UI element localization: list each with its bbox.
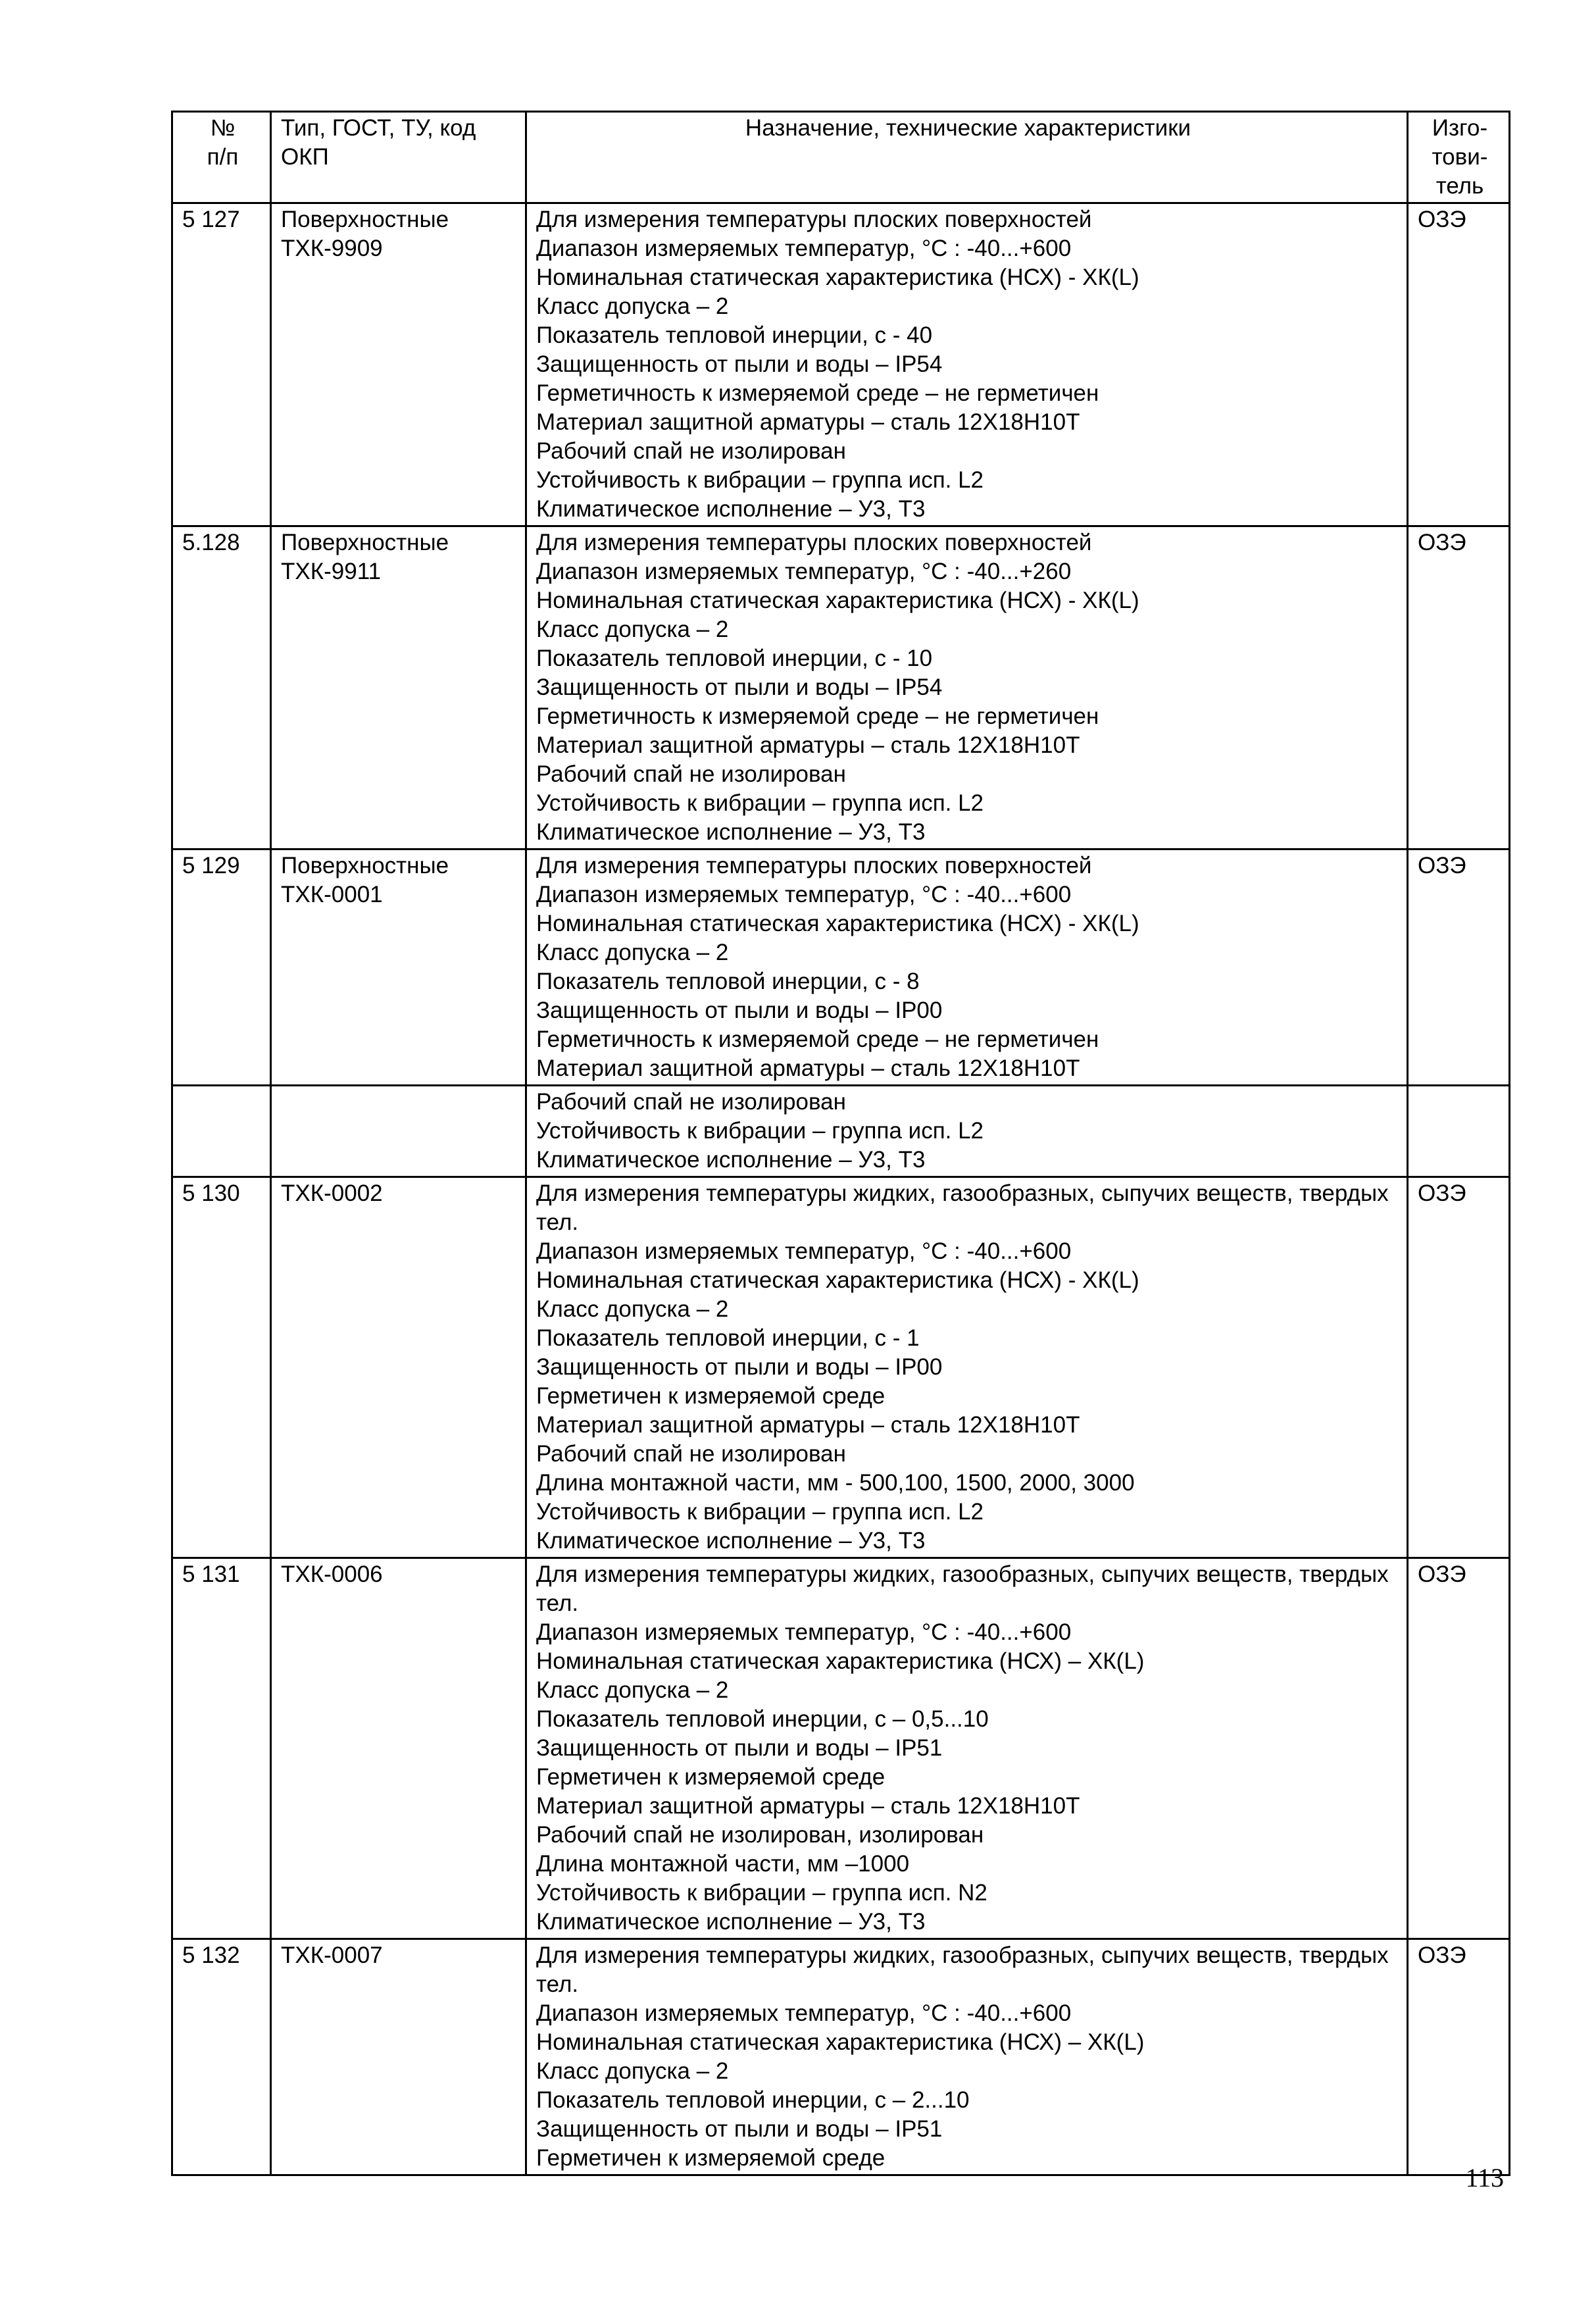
description-line: Материал защитной арматуры – сталь 12Х18Н10Т [536,1793,1080,1819]
description-line: Материал защитной арматуры – сталь 12Х18Н10Т [536,732,1080,758]
row-description [526,1177,1408,1558]
description-line: Рабочий спай не изолирован [536,1441,846,1467]
header-description [526,112,1408,203]
description-line: Рабочий спай не изолирован, изолирован [536,1822,984,1848]
description-line: Длина монтажной части, мм - 500,100, 1500, 2000, 3000 [536,1470,1135,1496]
description-line: Материал защитной арматуры – сталь 12Х18Н10Т [536,1412,1080,1438]
row-description [526,1086,1408,1177]
description-line: Номинальная статическая характеристика (НСХ) – ХК(L) [536,2029,1145,2055]
description-line: Показатель тепловой инерции, с - 10 [536,646,933,671]
type-line: ТХК-0006 [281,1561,383,1587]
description-line: Длина монтажной части, мм –1000 [536,1851,910,1877]
header-type-line: ОКП [281,144,329,170]
row-type [271,1939,526,2175]
header-description-text: Назначение, технические характеристики [745,115,1191,141]
description-line: Герметичность к измеряемой среде – не герметичен [536,1027,1099,1052]
description-line: Номинальная статическая характеристика (НСХ) - ХК(L) [536,588,1139,613]
description-line: Диапазон измеряемых температур, °С : -40...+600 [536,236,1072,261]
type-line: ТХК-9911 [281,559,382,584]
description-line: Устойчивость к вибрации – группа исп. N2 [536,1880,987,1906]
description-line: Показатель тепловой инерции, с – 0,5...10 [536,1706,989,1732]
type-line: Поверхностные [281,853,449,878]
row-type [271,203,526,526]
row-manufacturer: ОЗЭ [1408,1558,1510,1939]
description-line: Класс допуска – 2 [536,1296,729,1322]
row-manufacturer: ОЗЭ [1408,1939,1510,2175]
description-line: Климатическое исполнение – У3, Т3 [536,1147,926,1173]
description-line: Устойчивость к вибрации – группа исп. L2 [536,1118,984,1144]
header-number-line: № [210,115,236,141]
header-type-line: Тип, ГОСТ, ТУ, код [281,115,476,141]
row-manufacturer: ОЗЭ [1408,1177,1510,1558]
row-description [526,526,1408,849]
description-line: Климатическое исполнение – У3, Т3 [536,819,926,845]
row-number: 5 131 [172,1558,271,1939]
description-line: Климатическое исполнение – У3, Т3 [536,1909,926,1935]
row-number: 5 132 [172,1939,271,2175]
description-line: Диапазон измеряемых температур, °С : -40...+600 [536,882,1072,907]
description-line: Защищенность от пыли и воды – IP51 [536,1735,943,1761]
row-number: 5.128 [172,526,271,849]
table-row [172,1086,1510,1177]
row-description [526,203,1408,526]
description-line: Класс допуска – 2 [536,1677,729,1703]
row-manufacturer [1408,1086,1510,1177]
description-line: Герметичен к измеряемой среде [536,2145,885,2171]
specification-table [171,111,1510,2176]
description-line: Диапазон измеряемых температур, °С : -40...+600 [536,2000,1072,2026]
description-line: Климатическое исполнение – У3, Т3 [536,496,926,522]
header-type [271,112,526,203]
type-line: ТХК-9909 [281,236,383,261]
description-line: Номинальная статическая характеристика (НСХ) - ХК(L) [536,1267,1139,1293]
description-line: Защищенность от пыли и воды – IP51 [536,2116,943,2142]
table-row [172,1939,1510,2175]
description-line: Номинальная статическая характеристика (НСХ) – ХК(L) [536,1648,1145,1674]
description-line: Устойчивость к вибрации – группа исп. L2 [536,467,984,493]
description-line: Диапазон измеряемых температур, °С : -40...+600 [536,1619,1072,1645]
row-description [526,1939,1408,2175]
description-line: Класс допуска – 2 [536,2058,729,2084]
type-line: ТХК-0007 [281,1942,383,1968]
description-line: Для измерения температуры жидких, газообразных, сыпучих веществ, твердых тел. [536,1561,1389,1616]
description-line: Герметичен к измеряемой среде [536,1764,885,1790]
description-line: Показатель тепловой инерции, с - 1 [536,1325,920,1351]
description-line: Для измерения температуры плоских поверхностей [536,853,1092,878]
row-number [172,1086,271,1177]
description-line: Устойчивость к вибрации – группа исп. L2 [536,1499,984,1525]
description-line: Материал защитной арматуры – сталь 12Х18Н10Т [536,409,1080,435]
row-description [526,849,1408,1086]
header-manufacturer-line: Изго- [1432,115,1488,141]
page-number: 113 [1465,2163,1504,2193]
type-line: Поверхностные [281,530,449,555]
header-number [172,112,271,203]
description-line: Материал защитной арматуры – сталь 12Х18Н10Т [536,1055,1080,1081]
row-manufacturer: ОЗЭ [1408,849,1510,1086]
description-line: Защищенность от пыли и воды – IP00 [536,998,943,1023]
header-manufacturer-line: тель [1435,173,1484,199]
description-line: Герметичность к измеряемой среде – не герметичен [536,703,1099,729]
row-type [271,1177,526,1558]
description-line: Показатель тепловой инерции, с - 40 [536,322,933,348]
table-row [172,1558,1510,1939]
description-line: Герметичность к измеряемой среде – не герметичен [536,380,1099,406]
description-line: Показатель тепловой инерции, с - 8 [536,969,920,994]
description-line: Номинальная статическая характеристика (НСХ) - ХК(L) [536,265,1139,290]
row-type [271,1558,526,1939]
row-manufacturer: ОЗЭ [1408,203,1510,526]
table-body [172,203,1510,2175]
row-number: 5 129 [172,849,271,1086]
table-row [172,203,1510,526]
row-type [271,849,526,1086]
description-line: Защищенность от пыли и воды – IP54 [536,674,943,700]
table-header [172,112,1510,203]
description-line: Для измерения температуры плоских поверхностей [536,530,1092,555]
description-line: Диапазон измеряемых температур, °С : -40...+600 [536,1238,1072,1264]
description-line: Климатическое исполнение – У3, Т3 [536,1528,926,1554]
description-line: Защищенность от пыли и воды – IP54 [536,351,943,377]
description-line: Для измерения температуры плоских поверхностей [536,207,1092,232]
header-number-line: п/п [207,144,239,170]
table-row [172,849,1510,1086]
row-manufacturer: ОЗЭ [1408,526,1510,849]
row-description [526,1558,1408,1939]
row-number: 5 130 [172,1177,271,1558]
header-manufacturer-line: тови- [1432,144,1488,170]
description-line: Показатель тепловой инерции, с – 2...10 [536,2087,970,2113]
description-line: Защищенность от пыли и воды – IP00 [536,1354,943,1380]
row-number: 5 127 [172,203,271,526]
description-line: Устойчивость к вибрации – группа исп. L2 [536,790,984,816]
description-line: Рабочий спай не изолирован [536,761,846,787]
description-line: Диапазон измеряемых температур, °С : -40...+260 [536,559,1072,584]
row-type [271,526,526,849]
row-type [271,1086,526,1177]
description-line: Герметичен к измеряемой среде [536,1383,885,1409]
description-line: Рабочий спай не изолирован [536,1089,846,1115]
header-manufacturer [1408,112,1510,203]
description-line: Для измерения температуры жидких, газообразных, сыпучих веществ, твердых тел. [536,1180,1389,1235]
table-row [172,1177,1510,1558]
type-line: Поверхностные [281,207,449,232]
header-row [172,112,1510,203]
description-line: Номинальная статическая характеристика (НСХ) - ХК(L) [536,911,1139,936]
description-line: Класс допуска – 2 [536,940,729,965]
description-line: Класс допуска – 2 [536,617,729,642]
description-line: Класс допуска – 2 [536,293,729,319]
description-line: Рабочий спай не изолирован [536,438,846,464]
type-line: ТХК-0001 [281,882,383,907]
table-row [172,526,1510,849]
description-line: Для измерения температуры жидких, газообразных, сыпучих веществ, твердых тел. [536,1942,1389,1997]
type-line: ТХК-0002 [281,1180,383,1206]
